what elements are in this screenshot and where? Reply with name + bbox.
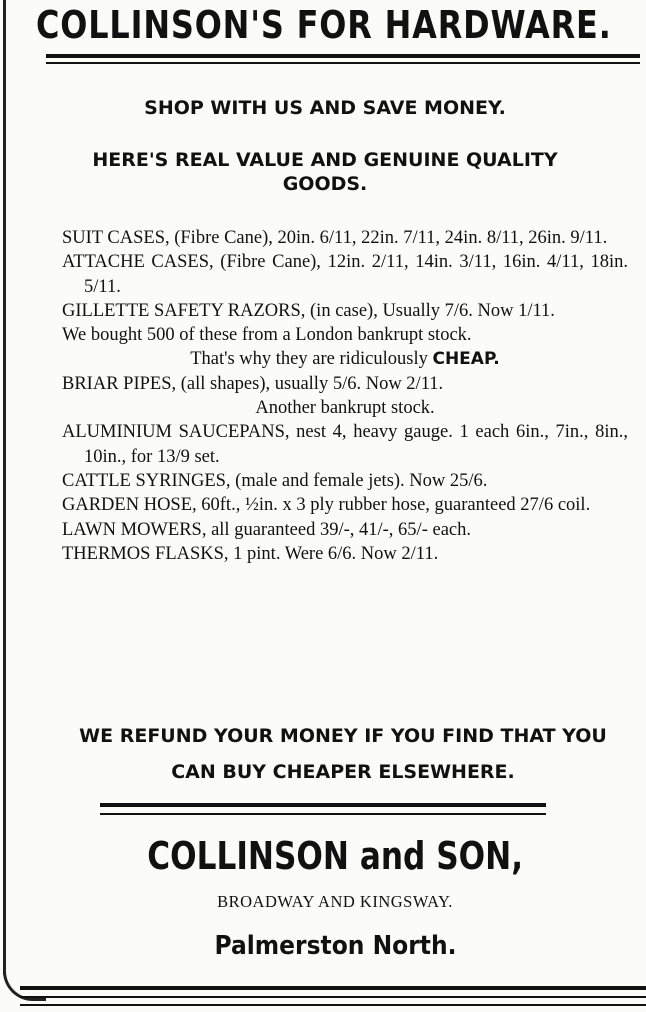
item-gillette-razors: GILLETTE SAFETY RAZORS, (in case), Usually 7/6. Now 1/11. — [62, 300, 555, 321]
header-rule-thin — [46, 62, 640, 64]
left-border-rule — [3, 0, 6, 975]
item-garden-hose: GARDEN HOSE, 60ft., ½in. x 3 ply rubber hose, guaranteed 27/6 coil. — [62, 495, 591, 516]
refund-line2: CAN BUY CHEAPER ELSEWHERE. — [171, 761, 515, 783]
footer-rule-thick — [100, 803, 546, 807]
bottom-rule-thin-2 — [20, 1004, 646, 1006]
item-aluminium-saucepans: ALUMINIUM SAUCEPANS, nest 4, heavy gauge. 1 each 6in., 7in., 8in., 10in., for 13/9 set. — [62, 422, 628, 467]
bottom-rule-thin — [20, 996, 646, 998]
item-attache-cases: ATTACHE CASES, (Fibre Cane), 12in. 2/11, 14in. 3/11, 16in. 4/11, 18in. 5/11. — [62, 252, 628, 297]
header-rule-thick — [46, 54, 640, 58]
tagline-save-money: SHOP WITH US AND SAVE MONEY. — [144, 97, 506, 119]
refund-notice — [40, 718, 646, 790]
cheap-label: CHEAP. — [432, 349, 500, 370]
item-suit-cases: SUIT CASES, (Fibre Cane), 20in. 6/11, 22in. 7/11, 24in. 8/11, 26in. 9/11. — [62, 228, 608, 248]
razors-note-line2 — [62, 347, 628, 371]
item-cattle-syringes: CATTLE SYRINGES, (male and female jets). Now 25/6. — [62, 470, 488, 491]
firm-town-text: Palmerston North. — [213, 931, 457, 961]
firm-name-text: COLLINSON and SON, — [147, 834, 523, 878]
bottom-rule-thick — [20, 986, 646, 990]
refund-line1: WE REFUND YOUR MONEY IF YOU FIND THAT YOU — [79, 725, 607, 747]
pipes-note: Another bankrupt stock. — [255, 398, 435, 419]
firm-town — [40, 928, 630, 964]
item-thermos-flasks: THERMOS FLASKS, 1 pint. Were 6/6. Now 2/11. — [62, 543, 439, 564]
tagline-real-value: HERE'S REAL VALUE AND GENUINE QUALITY — [92, 149, 558, 171]
headline: COLLINSON'S FOR HARDWARE. — [36, 3, 612, 47]
firm-address: BROADWAY AND KINGSWAY. — [217, 892, 453, 911]
razors-note-line1: We bought 500 of these from a London bankrupt stock. — [62, 325, 472, 346]
firm-name — [40, 832, 630, 880]
item-lawn-mowers: LAWN MOWERS, all guaranteed 39/-, 41/-, 65/- each. — [62, 519, 471, 540]
razors-note — [62, 323, 628, 372]
tagline-goods: GOODS. — [282, 173, 368, 195]
item-list — [62, 226, 628, 566]
footer-rule-thin — [100, 813, 546, 815]
item-briar-pipes: BRIAR PIPES, (all shapes), usually 5/6. Now 2/11. — [62, 373, 444, 394]
razors-note-text: That's why they are ridiculously — [190, 349, 428, 370]
